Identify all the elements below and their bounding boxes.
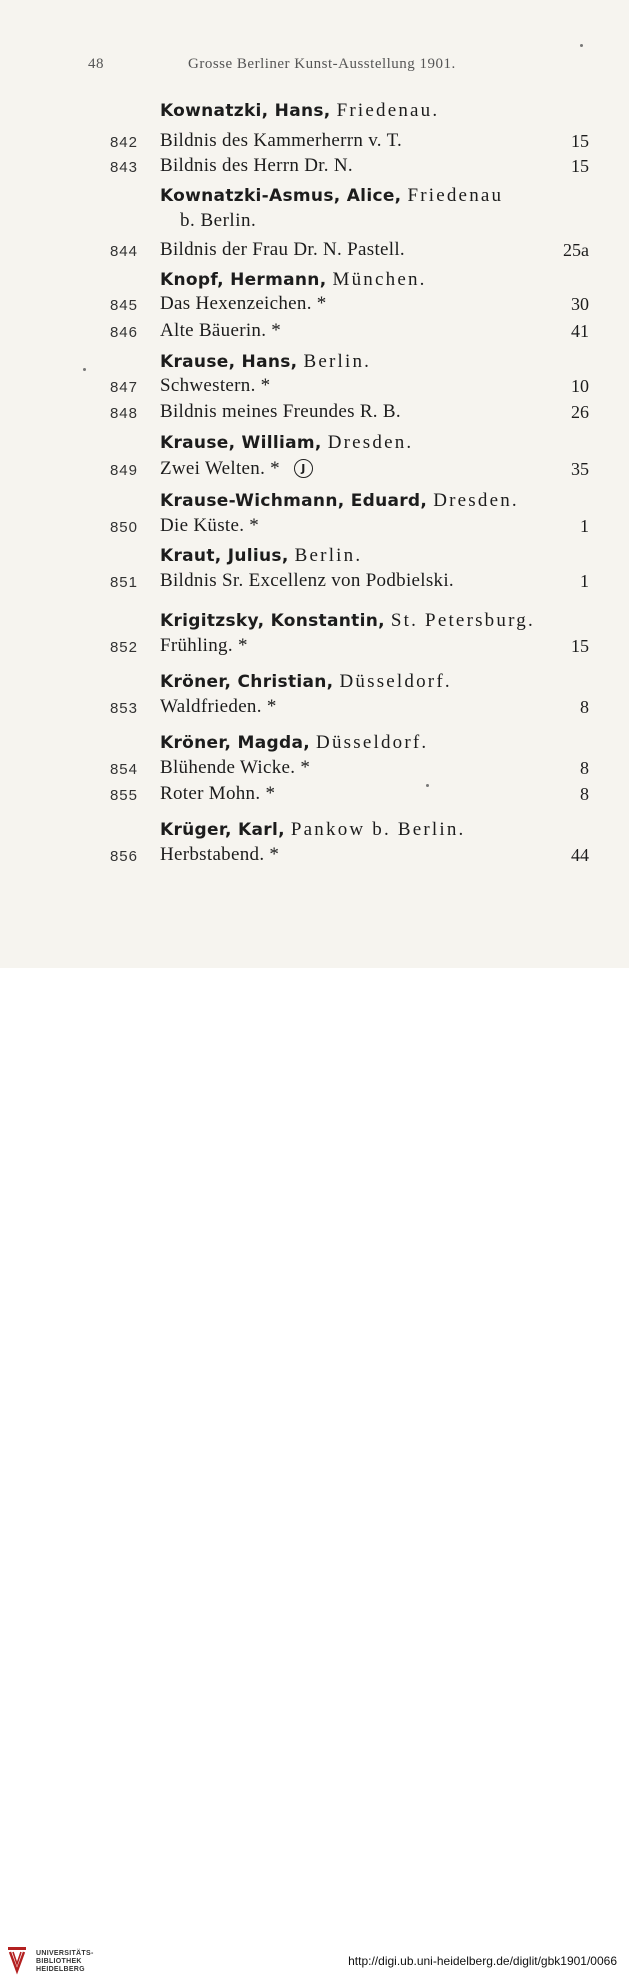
entry-title: Bildnis Sr. Excellenz von Podbielski. — [160, 570, 454, 591]
page-number: 48 — [88, 56, 104, 72]
artist-heading — [0, 731, 629, 759]
artist-city: Berlin. — [294, 545, 363, 566]
artist-name: Krause, William, — [160, 433, 322, 453]
entry-price: 25a — [563, 240, 589, 260]
entry-number: 850 — [109, 519, 138, 536]
viewer-footer — [0, 968, 629, 1973]
running-title: Grosse Berliner Kunst-Ausstellung 1901. — [188, 56, 456, 72]
entry-price: 35 — [571, 459, 589, 479]
entry-price: 30 — [571, 294, 589, 314]
artist-city-continuation: b. Berlin. — [180, 210, 257, 231]
artist-city: Berlin. — [303, 351, 372, 372]
entry-title: Bildnis meines Freundes R. B. — [160, 401, 401, 422]
catalogue-entry — [0, 844, 629, 872]
entry-number: 855 — [109, 787, 138, 804]
entry-title: Schwestern. * — [160, 375, 271, 396]
permalink-url[interactable]: http://digi.ub.uni-heidelberg.de/diglit/gbk1901/0066 — [348, 1954, 617, 1968]
entry-title: Herbstabend. * — [160, 844, 280, 865]
entry-title: Die Küste. * — [160, 515, 260, 536]
entry-number: 856 — [109, 848, 138, 865]
entry-title: Zwei Welten. * — [160, 458, 280, 479]
catalogue-entry — [0, 239, 629, 267]
artist-city: Dresden. — [327, 432, 414, 453]
artist-heading — [0, 818, 629, 846]
entry-number: 844 — [109, 243, 138, 260]
entry-price: 15 — [571, 131, 589, 151]
catalogue-entry — [0, 783, 629, 811]
entry-number: 843 — [109, 159, 138, 176]
entry-title-with-mark — [160, 458, 313, 480]
entry-title: Roter Mohn. * — [160, 783, 276, 804]
library-logo-icon — [7, 1945, 27, 1975]
artist-name: Krause-Wichmann, Eduard, — [160, 491, 428, 511]
artist-name: Kröner, Christian, — [160, 672, 334, 692]
artist-city: Düsseldorf. — [316, 732, 429, 753]
circled-j-mark: J — [294, 459, 313, 478]
artist-heading — [0, 350, 629, 378]
entry-number: 854 — [109, 761, 138, 778]
catalogue-entry — [0, 635, 629, 663]
entry-price: 15 — [571, 636, 589, 656]
entry-price: 15 — [571, 156, 589, 176]
entry-price: 1 — [580, 571, 589, 591]
entry-price: 8 — [580, 697, 589, 717]
artist-city: Düsseldorf. — [339, 671, 452, 692]
entry-price: 41 — [571, 321, 589, 341]
catalogue-entry — [0, 401, 629, 429]
catalogue-entry — [0, 130, 629, 158]
catalogue-entry — [0, 375, 629, 403]
catalogue-entry — [0, 570, 629, 598]
artist-city: Pankow b. Berlin. — [290, 819, 466, 840]
entry-title: Bildnis der Frau Dr. N. Pastell. — [160, 239, 405, 260]
artist-city: München. — [332, 269, 427, 290]
artist-name: Kownatzki, Hans, — [160, 101, 331, 121]
artist-heading — [0, 268, 629, 296]
artist-heading — [0, 544, 629, 572]
entry-price: 44 — [571, 845, 589, 865]
catalogue-entry — [0, 293, 629, 321]
entry-number: 852 — [109, 639, 138, 656]
entry-number: 846 — [109, 324, 138, 341]
artist-name: Kraut, Julius, — [160, 546, 289, 566]
artist-heading — [0, 184, 629, 212]
artist-name: Kröner, Magda, — [160, 733, 310, 753]
artist-heading — [0, 609, 629, 637]
artist-heading — [0, 670, 629, 698]
running-header — [0, 56, 629, 78]
artist-city: St. Petersburg. — [390, 610, 535, 631]
artist-heading — [0, 489, 629, 517]
artist-city: Friedenau — [407, 185, 504, 206]
scanned-page — [0, 0, 629, 968]
entry-title: Bildnis des Kammerherrn v. T. — [160, 130, 403, 151]
artist-name: Kownatzki-Asmus, Alice, — [160, 186, 402, 206]
entry-number: 848 — [109, 405, 138, 422]
entry-number: 851 — [109, 574, 138, 591]
entry-title: Frühling. * — [160, 635, 248, 656]
entry-title: Blühende Wicke. * — [160, 757, 311, 778]
entry-number: 842 — [109, 134, 138, 151]
catalogue-entry — [0, 757, 629, 785]
artist-name: Krause, Hans, — [160, 352, 298, 372]
artist-heading — [0, 431, 629, 459]
catalogue-entry — [0, 320, 629, 348]
entry-price: 10 — [571, 376, 589, 396]
catalogue-entry — [0, 155, 629, 183]
scan-speck — [580, 44, 583, 47]
entry-title: Waldfrieden. * — [160, 696, 277, 717]
entry-title: Das Hexenzeichen. * — [160, 293, 327, 314]
entry-price: 8 — [580, 784, 589, 804]
entry-price: 26 — [571, 402, 589, 422]
artist-name: Krigitzsky, Konstantin, — [160, 611, 385, 631]
artist-city: Dresden. — [433, 490, 519, 511]
entry-title: Alte Bäuerin. * — [160, 320, 282, 341]
catalogue-entry — [0, 458, 629, 486]
artist-heading — [0, 99, 629, 127]
entry-number: 853 — [109, 700, 138, 717]
catalogue-entry — [0, 696, 629, 724]
entry-price: 8 — [580, 758, 589, 778]
entry-title: Bildnis des Herrn Dr. N. — [160, 155, 353, 176]
entry-price: 1 — [580, 516, 589, 536]
entry-number: 845 — [109, 297, 138, 314]
artist-name: Knopf, Hermann, — [160, 270, 327, 290]
entry-number: 847 — [109, 379, 138, 396]
catalogue-entry — [0, 515, 629, 543]
entry-number: 849 — [109, 462, 138, 479]
artist-city: Friedenau. — [336, 100, 440, 121]
library-logo-text: UNIVERSITÄTS- BIBLIOTHEK HEIDELBERG — [36, 1950, 94, 1973]
artist-name: Krüger, Karl, — [160, 820, 285, 840]
